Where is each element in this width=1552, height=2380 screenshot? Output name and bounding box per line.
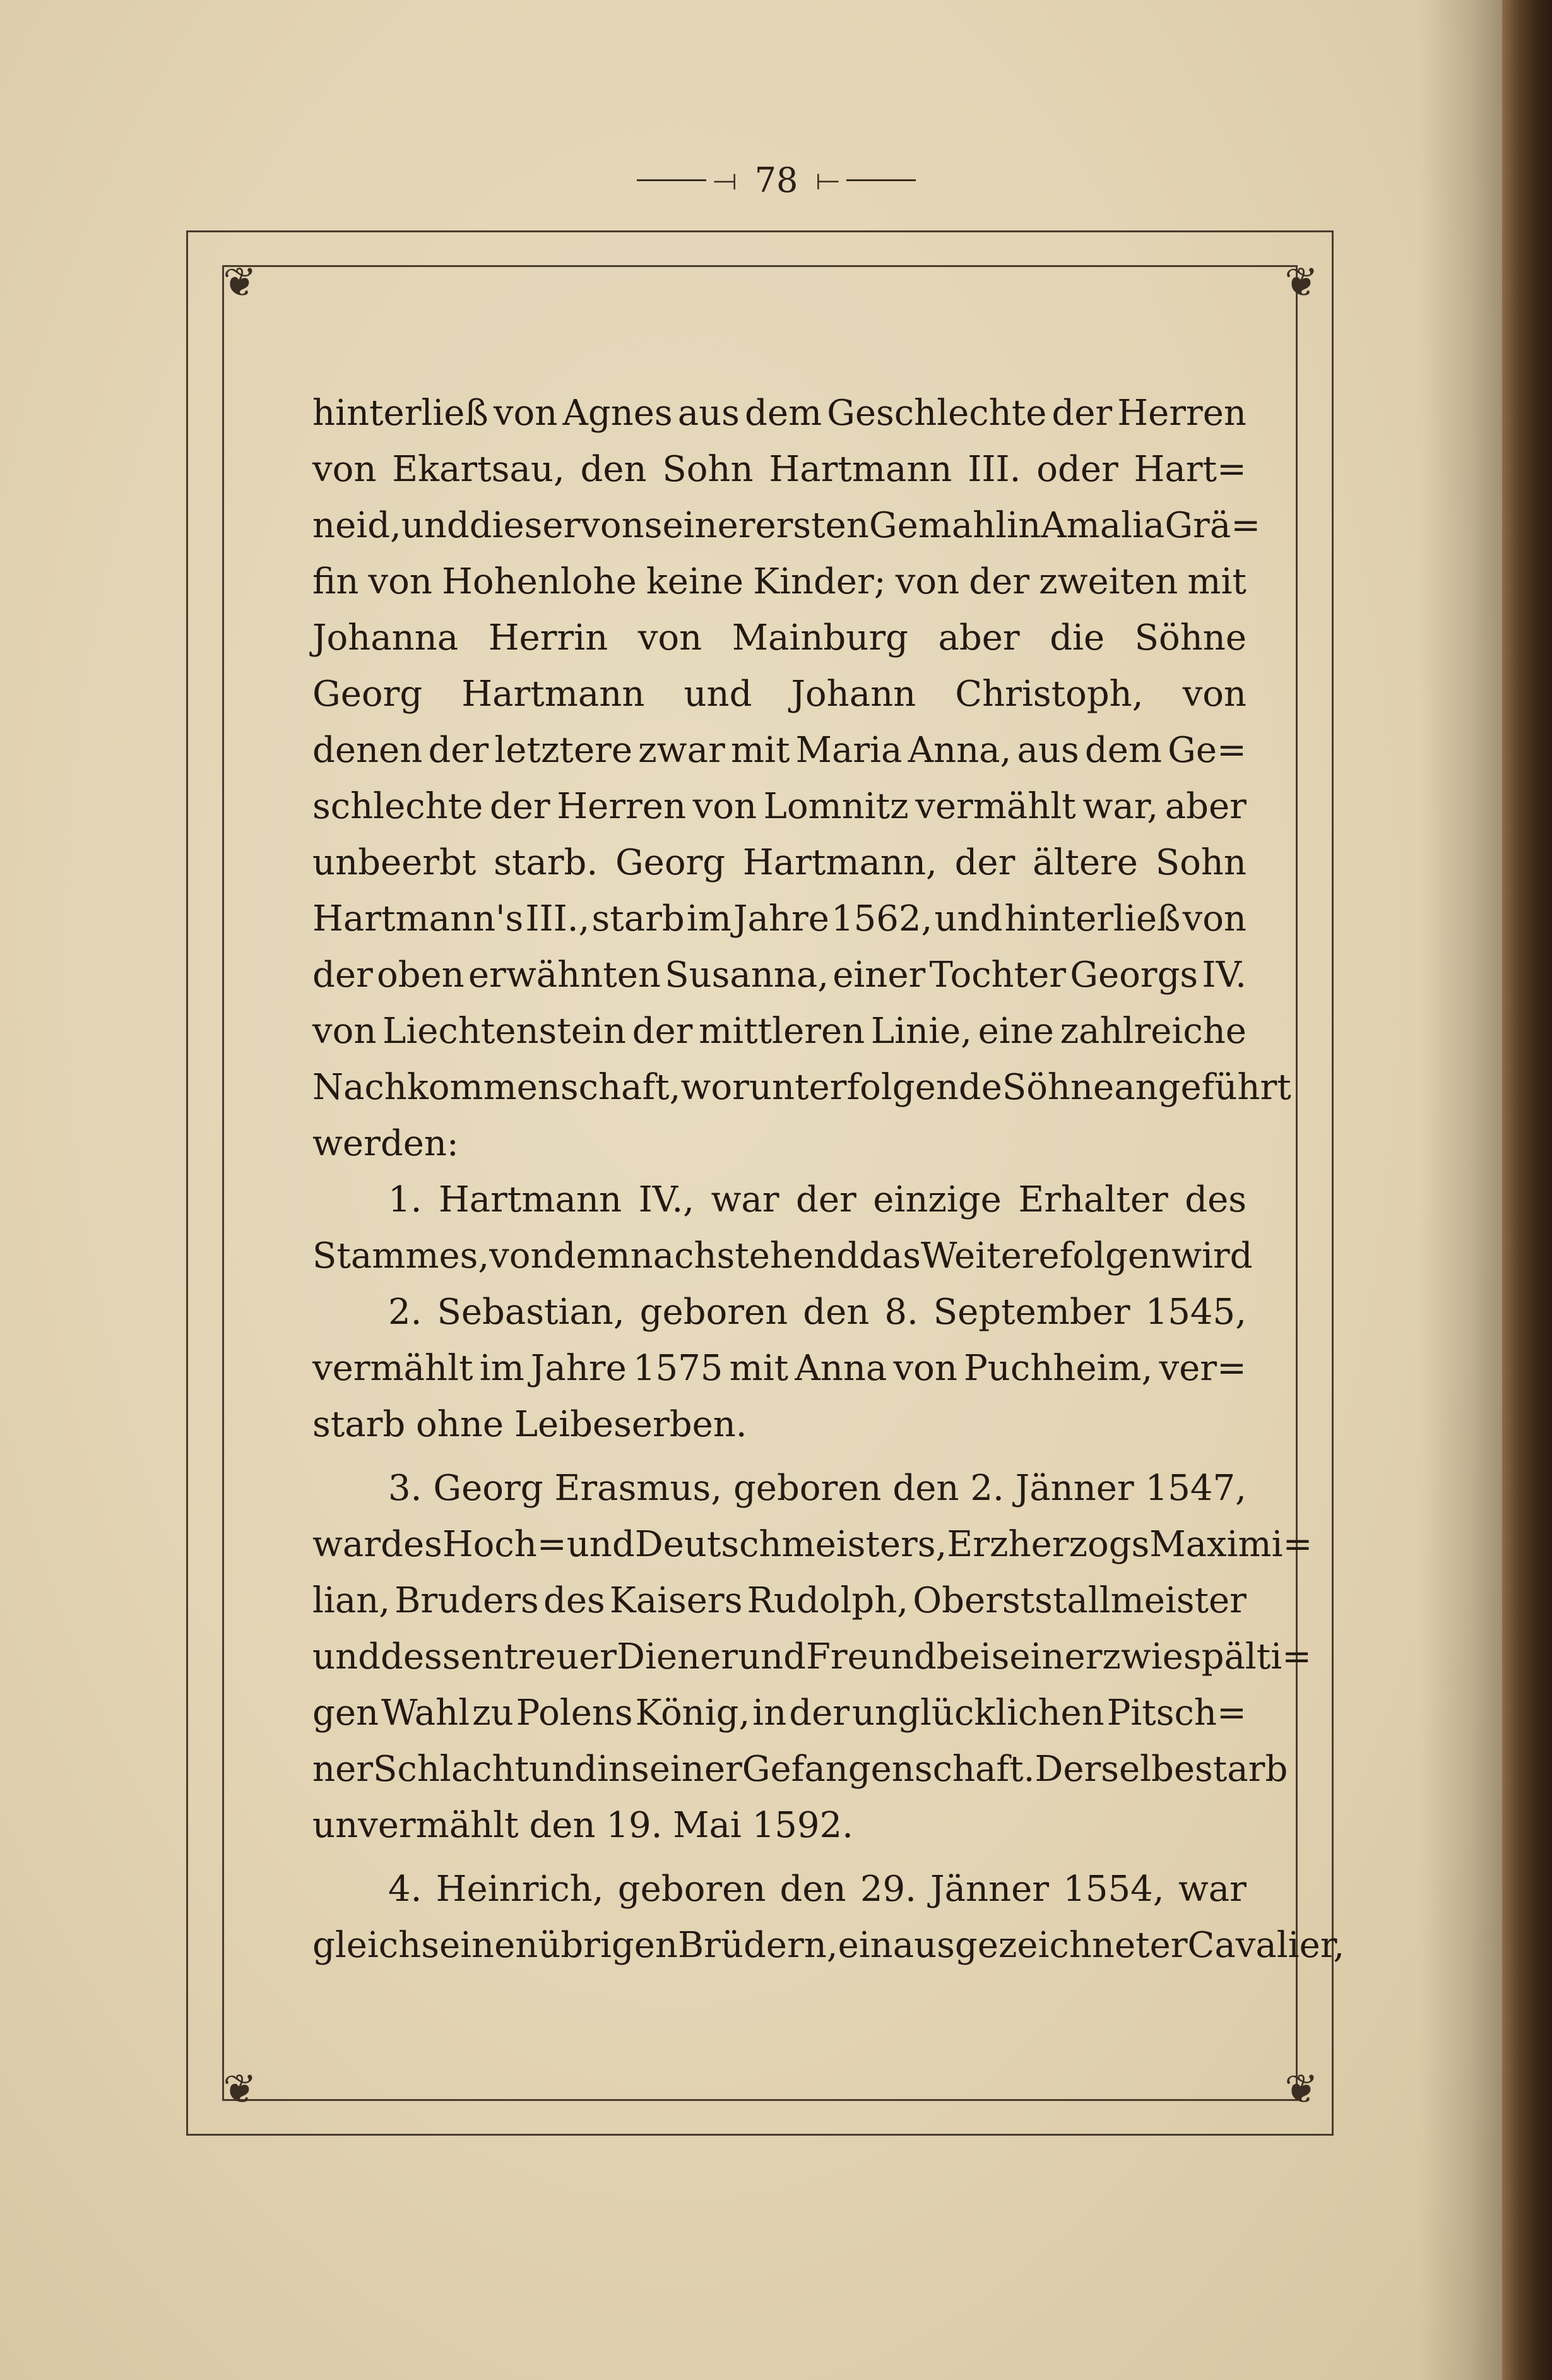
word: von	[893, 1348, 957, 1389]
word: Rudolph,	[747, 1580, 909, 1621]
word: Mainburg	[732, 617, 908, 658]
text-line	[312, 1003, 1247, 1059]
word: fin	[312, 561, 359, 602]
word: von	[489, 1235, 554, 1276]
word: Tochter	[929, 955, 1067, 996]
text-line	[312, 1917, 1345, 1973]
text-line	[312, 1573, 1247, 1629]
word: der	[632, 1011, 693, 1052]
word: Hart=	[1134, 449, 1247, 490]
word: und	[566, 1524, 635, 1565]
text-line	[312, 1797, 1247, 1853]
word: Deutschmeisters,	[634, 1524, 947, 1565]
word: 29.	[860, 1869, 916, 1910]
word: seiner	[644, 505, 755, 546]
word: neid,	[312, 505, 401, 546]
word: der	[954, 842, 1016, 883]
word: geboren	[733, 1468, 882, 1509]
word: hinterließ	[1004, 898, 1181, 939]
word: Liechtenstein	[382, 1011, 626, 1052]
word: Erzherzogs	[947, 1524, 1150, 1565]
word: Hartmann	[438, 1179, 622, 1220]
word: bei	[936, 1636, 992, 1677]
word: eine	[978, 1011, 1054, 1052]
word: den	[779, 1869, 846, 1910]
word: Heinrich,	[435, 1869, 604, 1910]
corner-ornament-top-left-icon: ❦	[223, 259, 257, 306]
word: Agnes	[562, 393, 673, 434]
word: Stammes,	[312, 1235, 490, 1276]
word: Linie,	[870, 1011, 972, 1052]
word: Polens	[516, 1693, 633, 1734]
word: ner	[312, 1749, 373, 1790]
word: Johann	[791, 674, 916, 715]
word: Susanna,	[665, 955, 829, 996]
word: aber	[938, 617, 1020, 658]
word: Maria	[795, 730, 903, 771]
word: Sohn	[1155, 842, 1247, 883]
word: Sebastian,	[437, 1292, 625, 1333]
word: im	[479, 1348, 524, 1389]
word: Hohenlohe	[442, 561, 637, 602]
word: Herren	[557, 786, 687, 827]
word: von	[580, 505, 644, 546]
word: Amalia	[1041, 505, 1165, 546]
word: starb	[312, 1404, 406, 1445]
book-binding	[1502, 0, 1552, 2380]
word: IV.	[1202, 955, 1247, 996]
word: dem	[553, 1235, 631, 1276]
word: Jahre	[733, 898, 829, 939]
word: aus	[1017, 730, 1079, 771]
word: 2.	[388, 1292, 422, 1333]
word: Georg	[312, 674, 423, 715]
corner-ornament-top-right-icon: ❦	[1284, 259, 1318, 306]
text-line	[312, 610, 1247, 666]
word: Herrin	[488, 617, 608, 658]
word: gen	[312, 1693, 379, 1734]
body-text	[312, 385, 1345, 1973]
word: Johanna	[312, 617, 459, 658]
word: 1547,	[1145, 1468, 1247, 1509]
word: Grä=	[1164, 505, 1261, 546]
page-number: 78	[754, 160, 798, 200]
text-line	[312, 722, 1247, 778]
text-line	[312, 554, 1247, 610]
word: zwiespälti=	[1102, 1636, 1312, 1677]
word: den	[892, 1468, 959, 1509]
word: Pitsch=	[1106, 1693, 1247, 1734]
word: der	[489, 786, 550, 827]
word: von	[1182, 674, 1247, 715]
word: Söhne	[1134, 617, 1247, 658]
word: der	[428, 730, 489, 771]
word: ohne	[416, 1404, 504, 1445]
word: Schlacht	[372, 1749, 530, 1790]
text-line	[312, 1116, 1247, 1172]
word: und	[934, 898, 1003, 939]
list-item-3-line	[312, 1460, 1247, 1516]
word: des	[543, 1580, 605, 1621]
text-line	[312, 1516, 1313, 1573]
word: von	[637, 617, 702, 658]
word: einer	[832, 955, 926, 996]
word: geboren	[639, 1292, 788, 1333]
word: Kaisers	[609, 1580, 743, 1621]
word: schlechte	[312, 786, 483, 827]
word: 1545,	[1145, 1292, 1247, 1333]
word: starb	[591, 898, 685, 939]
word: Christoph,	[955, 674, 1144, 715]
word: Sohn	[662, 449, 754, 490]
header-rule-left	[637, 179, 706, 181]
word: von	[895, 561, 960, 602]
word: Jahre	[530, 1348, 627, 1389]
word: von	[312, 1011, 377, 1052]
word: September	[933, 1292, 1130, 1333]
word: starb.	[494, 842, 598, 883]
word: Georg	[433, 1468, 543, 1509]
gutter-shadow	[1420, 0, 1502, 2380]
word: Freund	[805, 1636, 937, 1677]
word: der	[796, 1179, 856, 1220]
word: III.,	[525, 898, 590, 939]
word: war	[1178, 1869, 1247, 1910]
word: treuer	[504, 1636, 617, 1677]
word: Jänner	[1015, 1468, 1134, 1509]
text-line	[312, 1396, 1247, 1453]
word: worunter	[680, 1067, 847, 1108]
word: zwar	[638, 730, 725, 771]
word: und	[401, 505, 470, 546]
word: geboren	[617, 1869, 766, 1910]
list-item-1-line	[312, 1172, 1247, 1228]
word: ausgezeichneter	[892, 1925, 1188, 1966]
word: Derselbe	[1034, 1749, 1195, 1790]
word: Georg	[615, 842, 726, 883]
word: den	[803, 1292, 870, 1333]
word: Maximi=	[1149, 1524, 1313, 1565]
header-flourish-left: ⟞	[713, 162, 737, 196]
word: von	[312, 449, 377, 490]
word: Hartmann	[769, 449, 952, 490]
word: wird	[1171, 1235, 1253, 1276]
word: 1562,	[831, 898, 933, 939]
word: seiner	[991, 1636, 1103, 1677]
word: ersten	[755, 505, 869, 546]
word: ältere	[1033, 842, 1138, 883]
word: 1575	[632, 1348, 723, 1389]
word: in	[752, 1693, 787, 1734]
page-header	[606, 155, 947, 205]
word: den	[580, 449, 647, 490]
text-line	[312, 666, 1247, 722]
word: mit	[730, 730, 790, 771]
word: angeführt	[1114, 1067, 1291, 1108]
corner-ornament-bottom-left-icon: ❦	[223, 2066, 257, 2113]
word: 3.	[388, 1468, 422, 1509]
list-item-2-line	[312, 1284, 1247, 1340]
word: hinterließ	[312, 393, 489, 434]
word: von	[493, 393, 558, 434]
list-item-4-line	[312, 1861, 1247, 1917]
word: Wahl	[381, 1693, 470, 1734]
word: 1592.	[752, 1805, 853, 1846]
text-line	[312, 497, 1261, 554]
word: Brüdern,	[677, 1925, 838, 1966]
word: mittleren	[699, 1011, 865, 1052]
word: und	[737, 1636, 806, 1677]
word: dem	[1084, 730, 1162, 771]
word: gleich	[312, 1925, 422, 1966]
word: erwähnten	[468, 955, 661, 996]
word: zweiten	[1039, 561, 1178, 602]
word: der	[1051, 393, 1113, 434]
word: Hoch=	[442, 1524, 567, 1565]
word: aus	[677, 393, 740, 434]
word: der	[312, 955, 373, 996]
word: König,	[635, 1693, 750, 1734]
word: letztere	[494, 730, 632, 771]
word: unvermählt	[312, 1805, 519, 1846]
word: Mai	[673, 1805, 742, 1846]
text-line	[312, 1685, 1247, 1741]
word: Kinder;	[753, 561, 886, 602]
word: Erasmus,	[554, 1468, 723, 1509]
word: übrigen	[538, 1925, 678, 1966]
word: Leibeserben.	[514, 1404, 747, 1445]
word: 1.	[388, 1179, 422, 1220]
word: III.	[968, 449, 1021, 490]
word: 1554,	[1063, 1869, 1164, 1910]
word: Weitere	[921, 1235, 1060, 1276]
word: von	[1182, 898, 1247, 939]
word: zu	[472, 1693, 514, 1734]
text-line	[312, 385, 1247, 441]
word: dieser	[469, 505, 581, 546]
word: Gefangenschaft.	[742, 1749, 1035, 1790]
word: keine	[646, 561, 744, 602]
word: und	[529, 1749, 597, 1790]
word: unglücklichen	[852, 1693, 1105, 1734]
word: und	[312, 1636, 381, 1677]
word: 2.	[970, 1468, 1004, 1509]
word: war,	[1082, 786, 1159, 827]
word: 4.	[388, 1869, 422, 1910]
word: Lomnitz	[763, 786, 909, 827]
word: seinen	[421, 1925, 538, 1966]
word: war	[711, 1179, 779, 1220]
word: Hartmann's	[312, 898, 524, 939]
word: dem	[745, 393, 822, 434]
word: werden:	[312, 1123, 459, 1164]
word: unbeerbt	[312, 842, 477, 883]
text-line	[312, 1629, 1312, 1685]
word: ver=	[1159, 1348, 1247, 1389]
word: Jänner	[930, 1869, 1050, 1910]
word: zahlreiche	[1060, 1011, 1247, 1052]
word: oben	[376, 955, 465, 996]
word: Cavalier,	[1187, 1925, 1345, 1966]
word: des	[1185, 1179, 1247, 1220]
word: die	[1050, 617, 1105, 658]
text-line	[312, 1340, 1247, 1396]
word: lian,	[312, 1580, 391, 1621]
word: von	[368, 561, 432, 602]
text-line	[312, 1741, 1288, 1797]
corner-ornament-bottom-right-icon: ❦	[1284, 2066, 1318, 2113]
word: Gemahlin	[868, 505, 1041, 546]
word: denen	[312, 730, 423, 771]
word: Hartmann,	[742, 842, 937, 883]
text-line	[312, 835, 1247, 891]
word: 19.	[606, 1805, 663, 1846]
word: das	[859, 1235, 921, 1276]
text-line	[312, 947, 1247, 1003]
word: Ekartsau,	[392, 449, 565, 490]
word: oder	[1036, 449, 1118, 490]
word: Bruders	[394, 1580, 539, 1621]
word: ein	[838, 1925, 893, 1966]
text-line	[312, 1059, 1291, 1116]
word: den	[529, 1805, 596, 1846]
text-line	[312, 778, 1247, 835]
word: IV.,	[638, 1179, 694, 1220]
word: seiner	[631, 1749, 742, 1790]
word: Oberststallmeister	[913, 1580, 1247, 1621]
header-flourish-right: ⟝	[815, 162, 840, 196]
word: war	[312, 1524, 381, 1565]
word: nachstehend	[630, 1235, 860, 1276]
text-line	[312, 1228, 1253, 1284]
word: folgen	[1059, 1235, 1172, 1276]
word: mit	[1187, 561, 1247, 602]
word: Ge=	[1168, 730, 1247, 771]
word: Herren	[1117, 393, 1247, 434]
word: starb	[1195, 1749, 1288, 1790]
word: mit	[729, 1348, 789, 1389]
word: in	[597, 1749, 631, 1790]
text-line	[312, 891, 1247, 947]
word: Anna	[795, 1348, 887, 1389]
word: Nachkommenschaft,	[312, 1067, 681, 1108]
word: Anna,	[908, 730, 1012, 771]
word: Diener	[617, 1636, 738, 1677]
word: dessen	[380, 1636, 504, 1677]
text-line	[312, 441, 1247, 497]
word: einzige	[873, 1179, 1002, 1220]
word: Geschlechte	[827, 393, 1047, 434]
word: des	[381, 1524, 442, 1565]
word: und	[684, 674, 752, 715]
word: der	[969, 561, 1029, 602]
word: der	[789, 1693, 850, 1734]
word: vermählt	[312, 1348, 473, 1389]
word: aber	[1164, 786, 1247, 827]
header-rule-right	[846, 179, 916, 181]
word: Erhalter	[1018, 1179, 1168, 1220]
word: Hartmann	[461, 674, 645, 715]
word: Puchheim,	[964, 1348, 1153, 1389]
word: Georgs	[1070, 955, 1199, 996]
word: folgende	[846, 1067, 1002, 1108]
word: Söhne	[1002, 1067, 1115, 1108]
word: vermählt	[915, 786, 1076, 827]
word: 8.	[884, 1292, 918, 1333]
word: von	[692, 786, 757, 827]
word: im	[686, 898, 732, 939]
